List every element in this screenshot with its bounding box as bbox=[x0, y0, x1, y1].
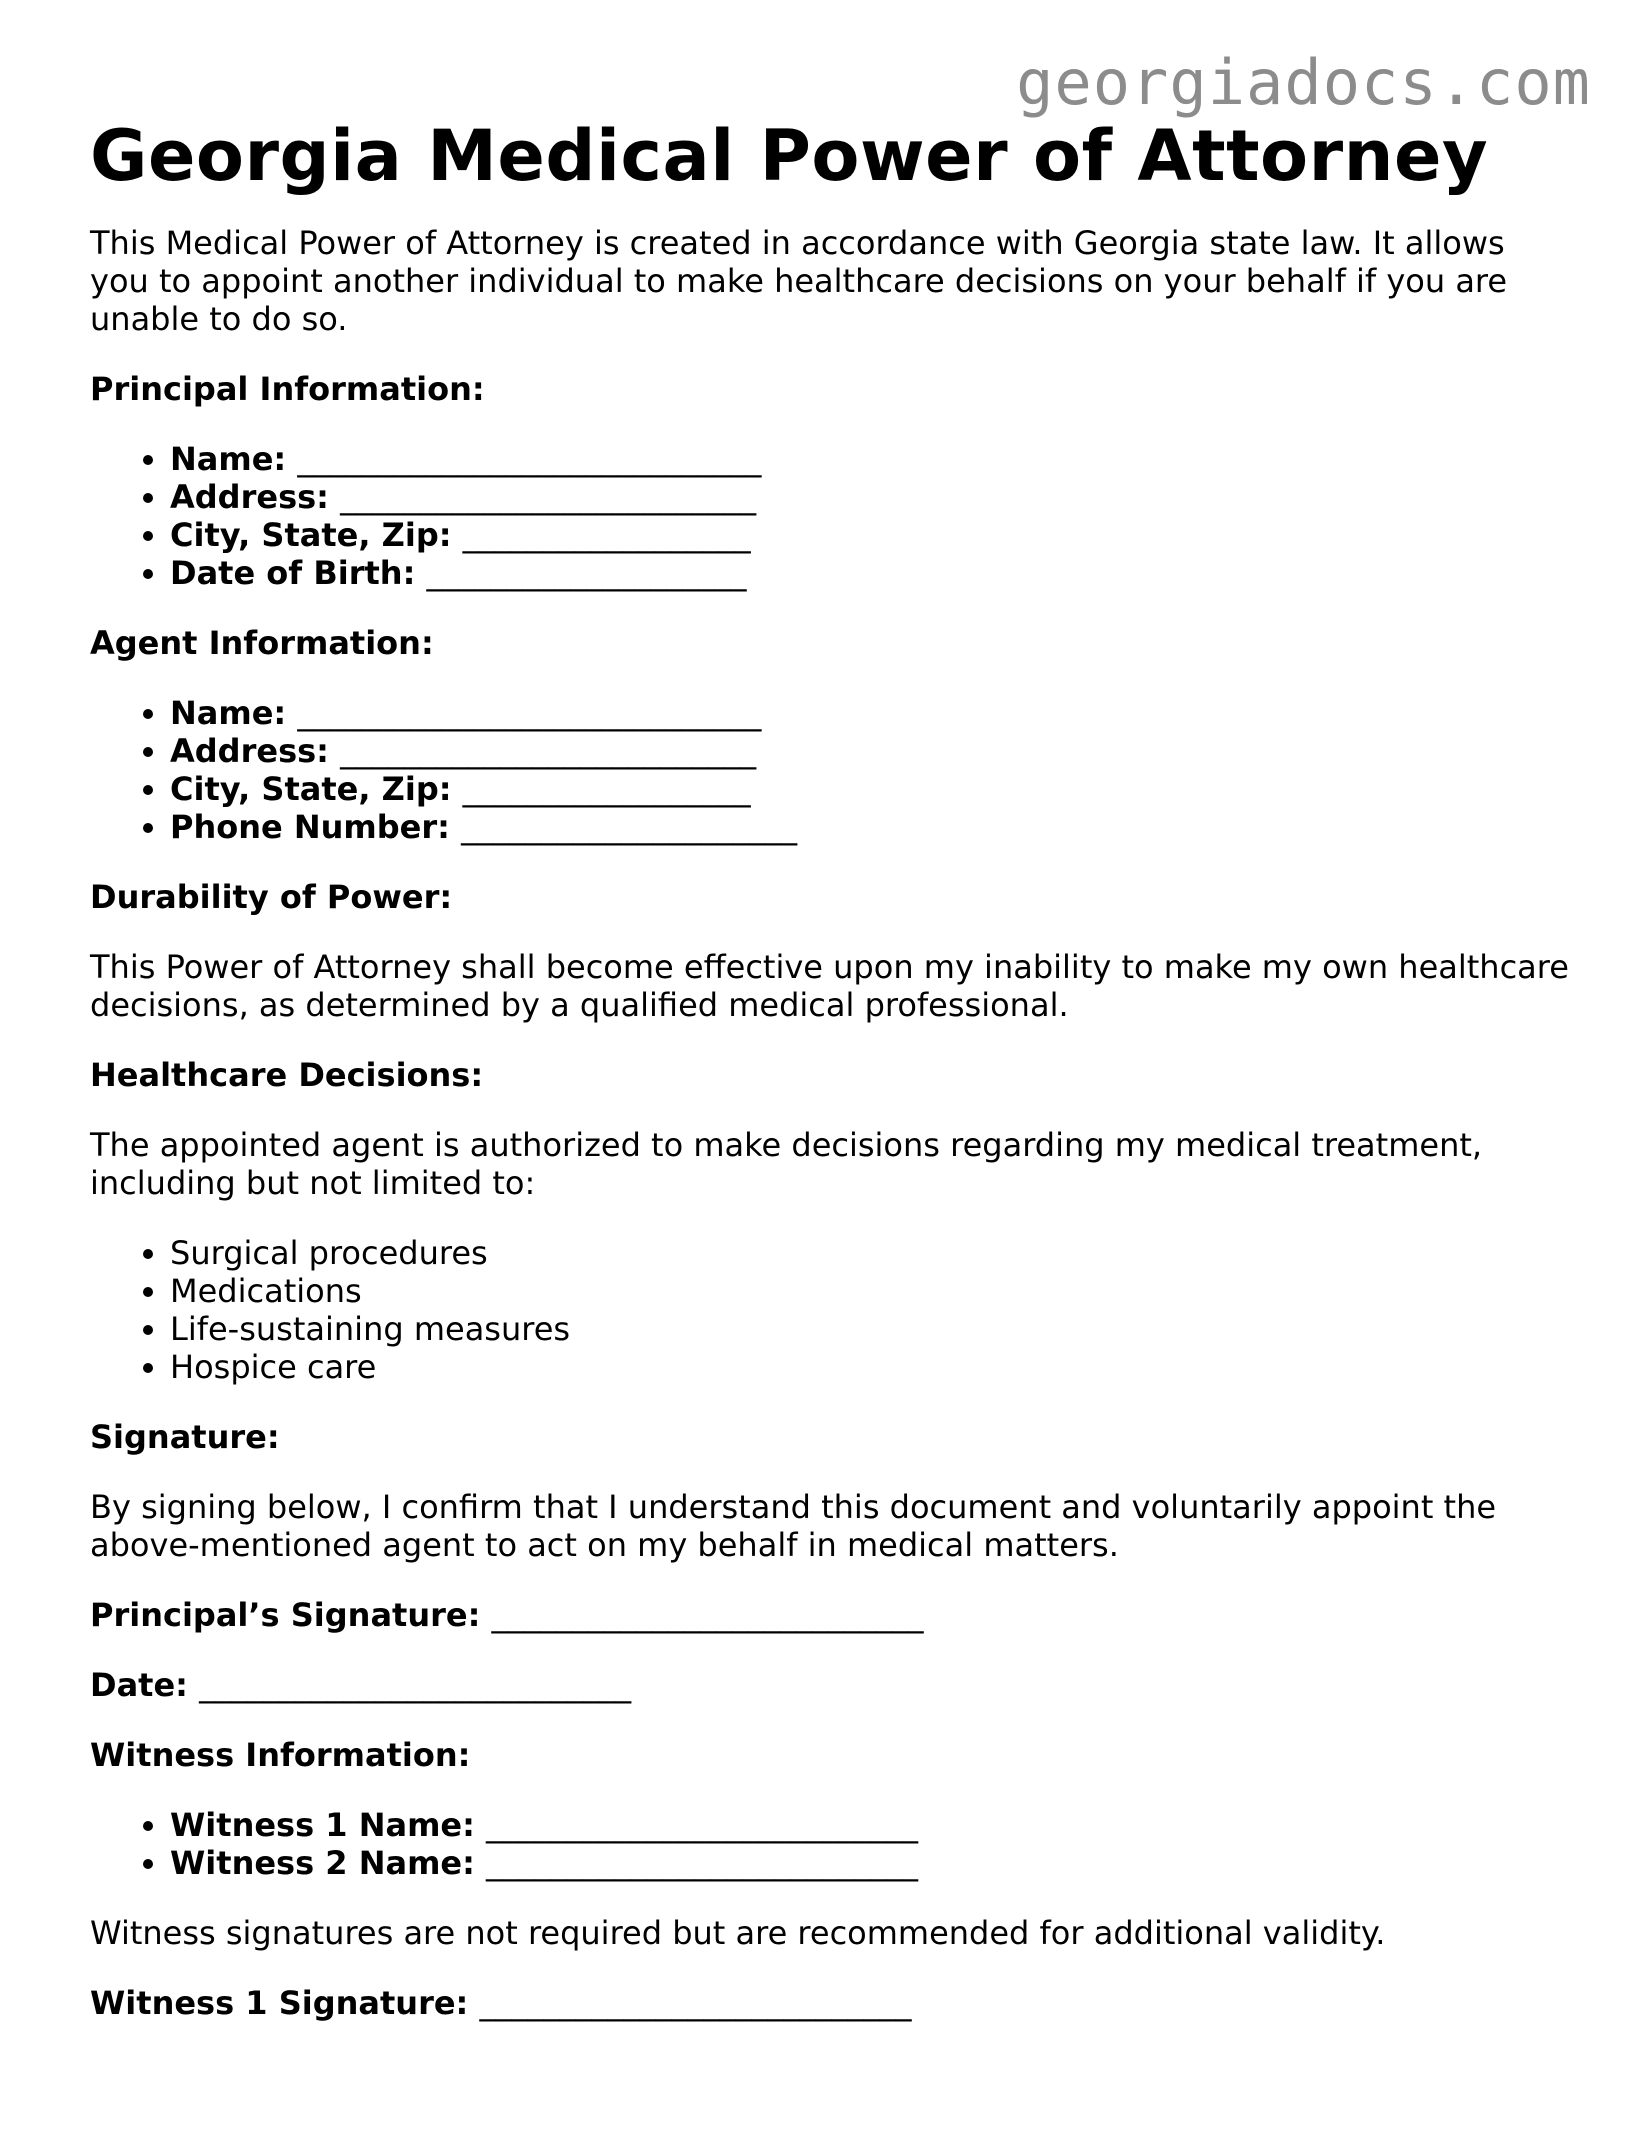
witness-1-name-blank[interactable]: ___________________________ bbox=[486, 1806, 919, 1844]
witness-1-name-field: • Witness 1 Name: ___________________________ bbox=[170, 1806, 1570, 1844]
signature-heading: Signature: bbox=[90, 1418, 280, 1456]
principal-city-field: • City, State, Zip: __________________ bbox=[170, 516, 1570, 554]
principal-fields bbox=[90, 440, 1570, 592]
signature-paragraph: By signing below, I confirm that I understand this document and voluntarily appoint the above-mentioned agent to act on my behalf in medical matters. bbox=[90, 1488, 1497, 1564]
principal-signature-field: Principal’s Signature: ___________________________ bbox=[90, 1596, 924, 1634]
agent-phone-blank[interactable]: _____________________ bbox=[461, 808, 798, 846]
agent-heading: Agent Information: bbox=[90, 624, 434, 662]
decisions-paragraph: The appointed agent is authorized to make decisions regarding my medical treatment, including but not limited to: bbox=[90, 1126, 1483, 1202]
agent-name-blank[interactable]: _____________________________ bbox=[297, 694, 762, 732]
witness-1-signature-blank[interactable]: ___________________________ bbox=[479, 1984, 912, 2022]
watermark: georgiadocs.com bbox=[1016, 46, 1591, 119]
principal-address-field: • Address: __________________________ bbox=[170, 478, 1570, 516]
agent-address-field: • Address: __________________________ bbox=[170, 732, 1570, 770]
durability-heading: Durability of Power: bbox=[90, 878, 453, 916]
principal-dob-field: • Date of Birth: ____________________ bbox=[170, 554, 1570, 592]
decisions-list bbox=[90, 1234, 1570, 1386]
list-item: • Surgical procedures bbox=[170, 1234, 1570, 1272]
witness-2-name-blank[interactable]: ___________________________ bbox=[486, 1844, 919, 1882]
witness-heading: Witness Information: bbox=[90, 1736, 471, 1774]
principal-heading: Principal Information: bbox=[90, 370, 485, 408]
agent-address-blank[interactable]: __________________________ bbox=[340, 732, 757, 770]
principal-dob-blank[interactable]: ____________________ bbox=[426, 554, 747, 592]
list-item: • Life-sustaining measures bbox=[170, 1310, 1570, 1348]
principal-signature-blank[interactable]: ___________________________ bbox=[491, 1596, 924, 1634]
principal-name-field: • Name: _____________________________ bbox=[170, 440, 1570, 478]
witness-1-signature-field: Witness 1 Signature: ___________________________ bbox=[90, 1984, 912, 2022]
agent-phone-field: • Phone Number: _____________________ bbox=[170, 808, 1570, 846]
agent-city-blank[interactable]: __________________ bbox=[462, 770, 751, 808]
durability-paragraph: This Power of Attorney shall become effective upon my inability to make my own healthcare decisions, as determined by a qualified medical professional. bbox=[90, 948, 1569, 1024]
witness-fields bbox=[90, 1806, 1570, 1882]
agent-name-field: • Name: _____________________________ bbox=[170, 694, 1570, 732]
date-field: Date: ___________________________ bbox=[90, 1666, 632, 1704]
principal-name-blank[interactable]: _____________________________ bbox=[297, 440, 762, 478]
intro-paragraph: This Medical Power of Attorney is created in accordance with Georgia state law. It allows you to appoint another individual to make healthcare decisions on your behalf if you are unable to do so. bbox=[90, 224, 1508, 338]
principal-city-blank[interactable]: __________________ bbox=[462, 516, 751, 554]
decisions-heading: Healthcare Decisions: bbox=[90, 1056, 484, 1094]
principal-address-blank[interactable]: __________________________ bbox=[340, 478, 757, 516]
witness-note: Witness signatures are not required but are recommended for additional validity. bbox=[90, 1914, 1386, 1952]
page-title: Georgia Medical Power of Attorney bbox=[90, 115, 1489, 197]
list-item: • Hospice care bbox=[170, 1348, 1570, 1386]
agent-fields bbox=[90, 694, 1570, 846]
document-page bbox=[90, 116, 1570, 2054]
witness-2-name-field: • Witness 2 Name: ___________________________ bbox=[170, 1844, 1570, 1882]
agent-city-field: • City, State, Zip: __________________ bbox=[170, 770, 1570, 808]
date-blank[interactable]: ___________________________ bbox=[199, 1666, 632, 1704]
list-item: • Medications bbox=[170, 1272, 1570, 1310]
